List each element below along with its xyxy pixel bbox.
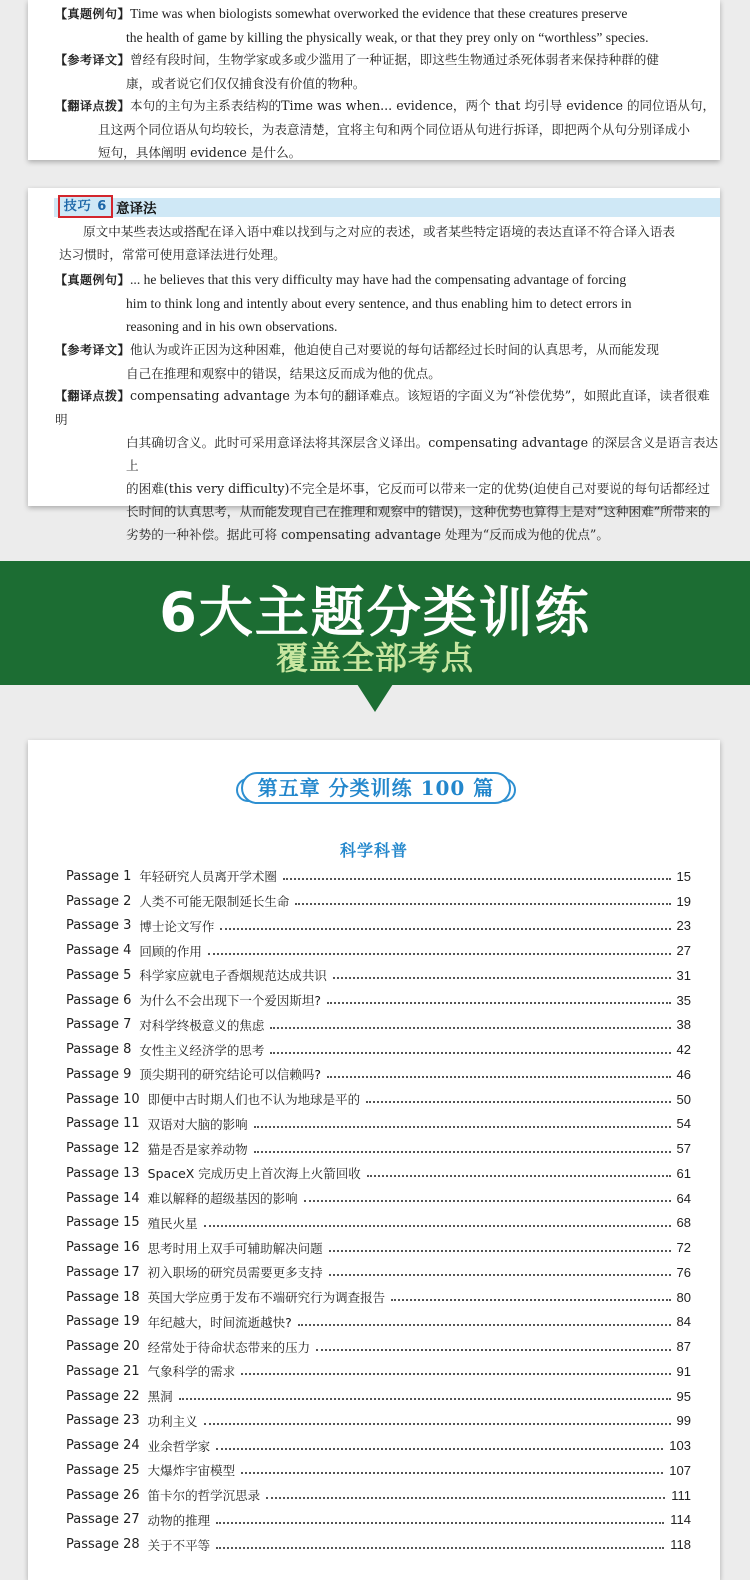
translation-tip-block [55,384,720,546]
page-number: 57 [676,1141,691,1157]
exam-sentence-line: the health of game by killing the physically weak, or that they prey only on “worthless” species. [126,30,649,45]
translation-tip-tag: 【翻译点拨】 [55,99,131,113]
toc-entry[interactable] [66,1186,691,1211]
leader-dots [295,903,670,905]
leader-dots [366,1101,670,1103]
passage-label: Passage 6 [66,992,132,1008]
passage-label: Passage 23 [66,1413,140,1429]
passage-label: Passage 26 [66,1487,140,1503]
exam-sentence-line: ... he believes that this very difficulty may have had the compensating advantage of forcing [130,272,627,287]
page-number: 54 [676,1116,691,1132]
translation-tip-block [55,94,720,164]
page-number: 50 [676,1091,691,1107]
page-number: 114 [670,1512,691,1528]
passage-label: Passage 15 [66,1215,140,1231]
passage-title: 人类不可能无限制延长生命 [139,894,290,910]
chapter-title: 第五章 分类训练 100 篇 [241,772,511,804]
passage-label: Passage 8 [66,1042,132,1058]
leader-dots [241,1472,663,1474]
translation-tip-line: 本句的主句为主系表结构的Time was when... evidence，两个 that 均引导 evidence 的同位语从句， [130,98,716,113]
leader-dots [241,1373,670,1375]
reference-translation-line: 曾经有段时间，生物学家或多或少滥用了一种证据，即这些生物通过杀死体弱者来保持种群的健 [130,52,659,67]
passage-label: Passage 25 [66,1462,140,1478]
leader-dots [283,878,671,880]
passage-label: Passage 27 [66,1512,140,1528]
page-number: 15 [676,868,691,884]
toc-entry[interactable] [66,938,691,963]
passage-title: 难以解释的超级基因的影响 [147,1191,298,1207]
leader-dots [179,1398,671,1400]
passage-label: Passage 11 [66,1116,140,1132]
page-number: 87 [676,1339,691,1355]
toc-entry[interactable] [66,1136,691,1161]
toc-entry[interactable] [66,1161,691,1186]
page-number: 23 [676,918,691,934]
page-number: 42 [676,1042,691,1058]
leader-dots [327,1076,671,1078]
passage-title: 动物的推理 [147,1512,211,1528]
passage-title: 功利主义 [147,1413,198,1429]
toc-entry[interactable] [66,963,691,988]
toc-entry[interactable] [66,889,691,914]
leader-dots [329,1274,671,1276]
banner-title: 6大主题分类训练 [159,581,591,644]
passage-title: 对科学终极意义的焦虑 [139,1017,265,1033]
page-number: 80 [676,1289,691,1305]
translation-tip-line: compensating advantage 为本句的翻译难点。该短语的字面义为“补偿优势”，如照此直译，读者很难明 [55,388,710,427]
leader-dots [270,1052,670,1054]
toc-card [28,740,720,1580]
passage-label: Passage 1 [66,868,132,884]
toc-entry[interactable] [66,1458,691,1483]
leader-dots [266,1497,665,1499]
page-number: 95 [676,1388,691,1404]
passage-label: Passage 12 [66,1141,140,1157]
toc-entry[interactable] [66,1235,691,1260]
page-number: 46 [676,1066,691,1082]
passage-label: Passage 10 [66,1091,140,1107]
leader-dots [298,1324,671,1326]
toc-entry[interactable] [66,988,691,1013]
page-number: 118 [670,1537,691,1553]
toc-entry[interactable] [66,1062,691,1087]
toc-entry[interactable] [66,1211,691,1236]
passage-title: 笛卡尔的哲学沉思录 [147,1488,261,1504]
leader-dots [329,1250,671,1252]
leader-dots [391,1299,670,1301]
banner-subtitle: 覆盖全部考点 [275,639,474,677]
page-number: 99 [676,1413,691,1429]
toc-entry[interactable] [66,1508,691,1533]
previous-tip-card [28,0,720,160]
passage-title: 黑洞 [147,1389,173,1405]
toc-entry[interactable] [66,1532,691,1557]
page-number: 27 [676,943,691,959]
tip-intro-line: 原文中某些表达或搭配在译入语中难以找到与之对应的表述，或者某些特定语境的表达直译不符合译入语表 [83,224,675,239]
leader-dots [204,1225,671,1227]
toc-entry[interactable] [66,1285,691,1310]
exam-sentence-tag: 【真题例句】 [55,7,131,21]
reference-translation-line: 他认为或许正因为这种困难，他迫使自己对要说的每句话都经过长时间的认真思考，从而能发现 [130,342,659,357]
leader-dots [327,1002,671,1004]
leader-dots [208,953,671,955]
leader-dots [254,1126,671,1128]
passage-label: Passage 22 [66,1388,140,1404]
translation-tip-line: 白其确切含义。此时可采用意译法将其深层含义译出。compensating advantage 的深层含义是语言表达上 [126,435,719,473]
passage-title: 顶尖期刊的研究结论可以信赖吗? [139,1067,322,1083]
passage-label: Passage 5 [66,967,132,983]
page-number: 111 [671,1487,691,1503]
tip-heading: 意译法 [116,201,157,217]
page-number: 103 [669,1438,691,1454]
passage-label: Passage 21 [66,1363,140,1379]
passage-label: Passage 13 [66,1165,140,1181]
translation-tip-line: 劣势的一种补偿。据此可将 compensating advantage 处理为“反而成为他的优点”。 [126,527,609,542]
passage-title: 双语对大脑的影响 [147,1116,248,1132]
reference-translation-line: 康，或者说它们仅仅捕食没有价值的物种。 [126,76,366,91]
reference-translation-block [55,48,720,95]
leader-dots [204,1423,671,1425]
toc-entry[interactable] [66,1087,691,1112]
toc-entry[interactable] [66,914,691,939]
passage-title: 业余哲学家 [147,1438,211,1454]
page-number: 31 [676,967,691,983]
toc-entry[interactable] [66,1409,691,1434]
passage-label: Passage 24 [66,1438,140,1454]
passage-title: 女性主义经济学的思考 [139,1042,265,1058]
toc-entry[interactable] [66,864,691,889]
section-title: 科学科普 [339,841,408,860]
passage-title: 回顾的作用 [139,943,202,959]
page-number: 64 [676,1190,691,1206]
toc-entry[interactable] [66,1260,691,1285]
exam-sentence-block [55,2,720,49]
reference-translation-block [55,338,720,385]
toc-entry[interactable] [66,1483,691,1508]
translation-tip-line: 长时间的认真思考，从而能发现自己在推理和观察中的错误)，这种优势也算得上是对“这种困难”所带来的 [126,504,711,519]
passage-title: 大爆炸宇宙模型 [147,1463,236,1479]
passage-title: 博士论文写作 [139,918,215,934]
exam-sentence-line: him to think long and intently about every sentence, and thus enabling him to detect errors in [126,296,632,311]
toc-entry[interactable] [66,1037,691,1062]
page-number: 19 [676,893,691,909]
passage-label: Passage 16 [66,1240,140,1256]
leader-dots [304,1200,671,1202]
tip6-card [28,188,720,542]
exam-sentence-block [55,268,720,338]
passage-label: Passage 14 [66,1190,140,1206]
leader-dots [316,1349,670,1351]
page-number: 35 [676,992,691,1008]
page-number: 107 [669,1462,691,1478]
passage-title: 殖民火星 [147,1215,198,1231]
toc-entry[interactable] [66,1013,691,1038]
page-number: 84 [676,1314,691,1330]
passage-title: 气象科学的需求 [147,1364,236,1380]
passage-label: Passage 20 [66,1339,140,1355]
leader-dots [216,1547,664,1549]
translation-tip-line: 的困难(this very difficulty)不完全是坏事，它反而可以带来一定的优势(迫使自己对要说的每句话都经过 [126,481,710,496]
tip-badge: 技巧 6 [58,195,113,218]
translation-tip-line: 短句，具体阐明 evidence 是什么。 [98,145,302,160]
reference-translation-line: 自己在推理和观察中的错误，结果这反而成为他的优点。 [126,366,441,381]
exam-sentence-line: Time was when biologists somewhat overworked the evidence that these creatures preserve [130,6,628,21]
page-number: 91 [676,1363,691,1379]
passage-title: 科学家应就电子香烟规范达成共识 [139,968,327,984]
passage-label: Passage 19 [66,1314,140,1330]
passage-label: Passage 18 [66,1289,140,1305]
translation-tip-line: 且这两个同位语从句均较长，为表意清楚，宜将主句和两个同位语从句进行拆译，即把两个从句分别译成小 [98,122,690,137]
banner-pointer [357,684,393,712]
passage-label: Passage 4 [66,943,132,959]
toc-entry[interactable] [66,1433,691,1458]
tip-intro-line: 达习惯时，常常可使用意译法进行处理。 [59,247,286,262]
passage-label: Passage 3 [66,918,132,934]
exam-sentence-line: reasoning and in his own observations. [126,319,338,334]
toc-entry[interactable] [66,1112,691,1137]
passage-title: SpaceX 完成历史上首次海上火箭回收 [147,1166,361,1182]
leader-dots [270,1027,670,1029]
passage-title: 猫是否是家养动物 [147,1141,248,1157]
translation-tip-tag: 【翻译点拨】 [55,389,131,403]
leader-dots [216,1448,663,1450]
toc-entry[interactable] [66,1334,691,1359]
passage-title: 思考时用上双手可辅助解决问题 [147,1240,323,1256]
reference-translation-tag: 【参考译文】 [55,53,131,67]
page-number: 38 [676,1017,691,1033]
tip-intro [55,220,720,266]
page-number: 68 [676,1215,691,1231]
passage-title: 关于不平等 [147,1537,211,1553]
toc-entry[interactable] [66,1310,691,1335]
passage-title: 年纪越大，时间流逝越快? [147,1314,292,1330]
passage-label: Passage 7 [66,1017,132,1033]
toc-list [66,864,691,1557]
passage-title: 年轻研究人员离开学术圈 [139,869,277,885]
passage-title: 即便中古时期人们也不认为地球是平的 [147,1092,361,1108]
passage-label: Passage 17 [66,1264,140,1280]
passage-title: 经常处于待命状态带来的压力 [147,1339,311,1355]
leader-dots [216,1522,664,1524]
passage-title: 初入职场的研究员需要更多支持 [147,1265,323,1281]
page-number: 72 [676,1240,691,1256]
passage-label: Passage 28 [66,1537,140,1553]
leader-dots [367,1175,671,1177]
passage-label: Passage 9 [66,1066,132,1082]
leader-dots [220,928,670,930]
passage-title: 为什么不会出现下一个爱因斯坦? [139,993,322,1009]
toc-entry[interactable] [66,1384,691,1409]
toc-entry[interactable] [66,1359,691,1384]
page-number: 61 [676,1165,691,1181]
leader-dots [333,977,671,979]
passage-title: 英国大学应勇于发布不端研究行为调查报告 [147,1290,386,1306]
exam-sentence-tag: 【真题例句】 [55,273,131,287]
page-number: 76 [676,1264,691,1280]
leader-dots [254,1151,671,1153]
reference-translation-tag: 【参考译文】 [55,343,131,357]
passage-label: Passage 2 [66,893,132,909]
